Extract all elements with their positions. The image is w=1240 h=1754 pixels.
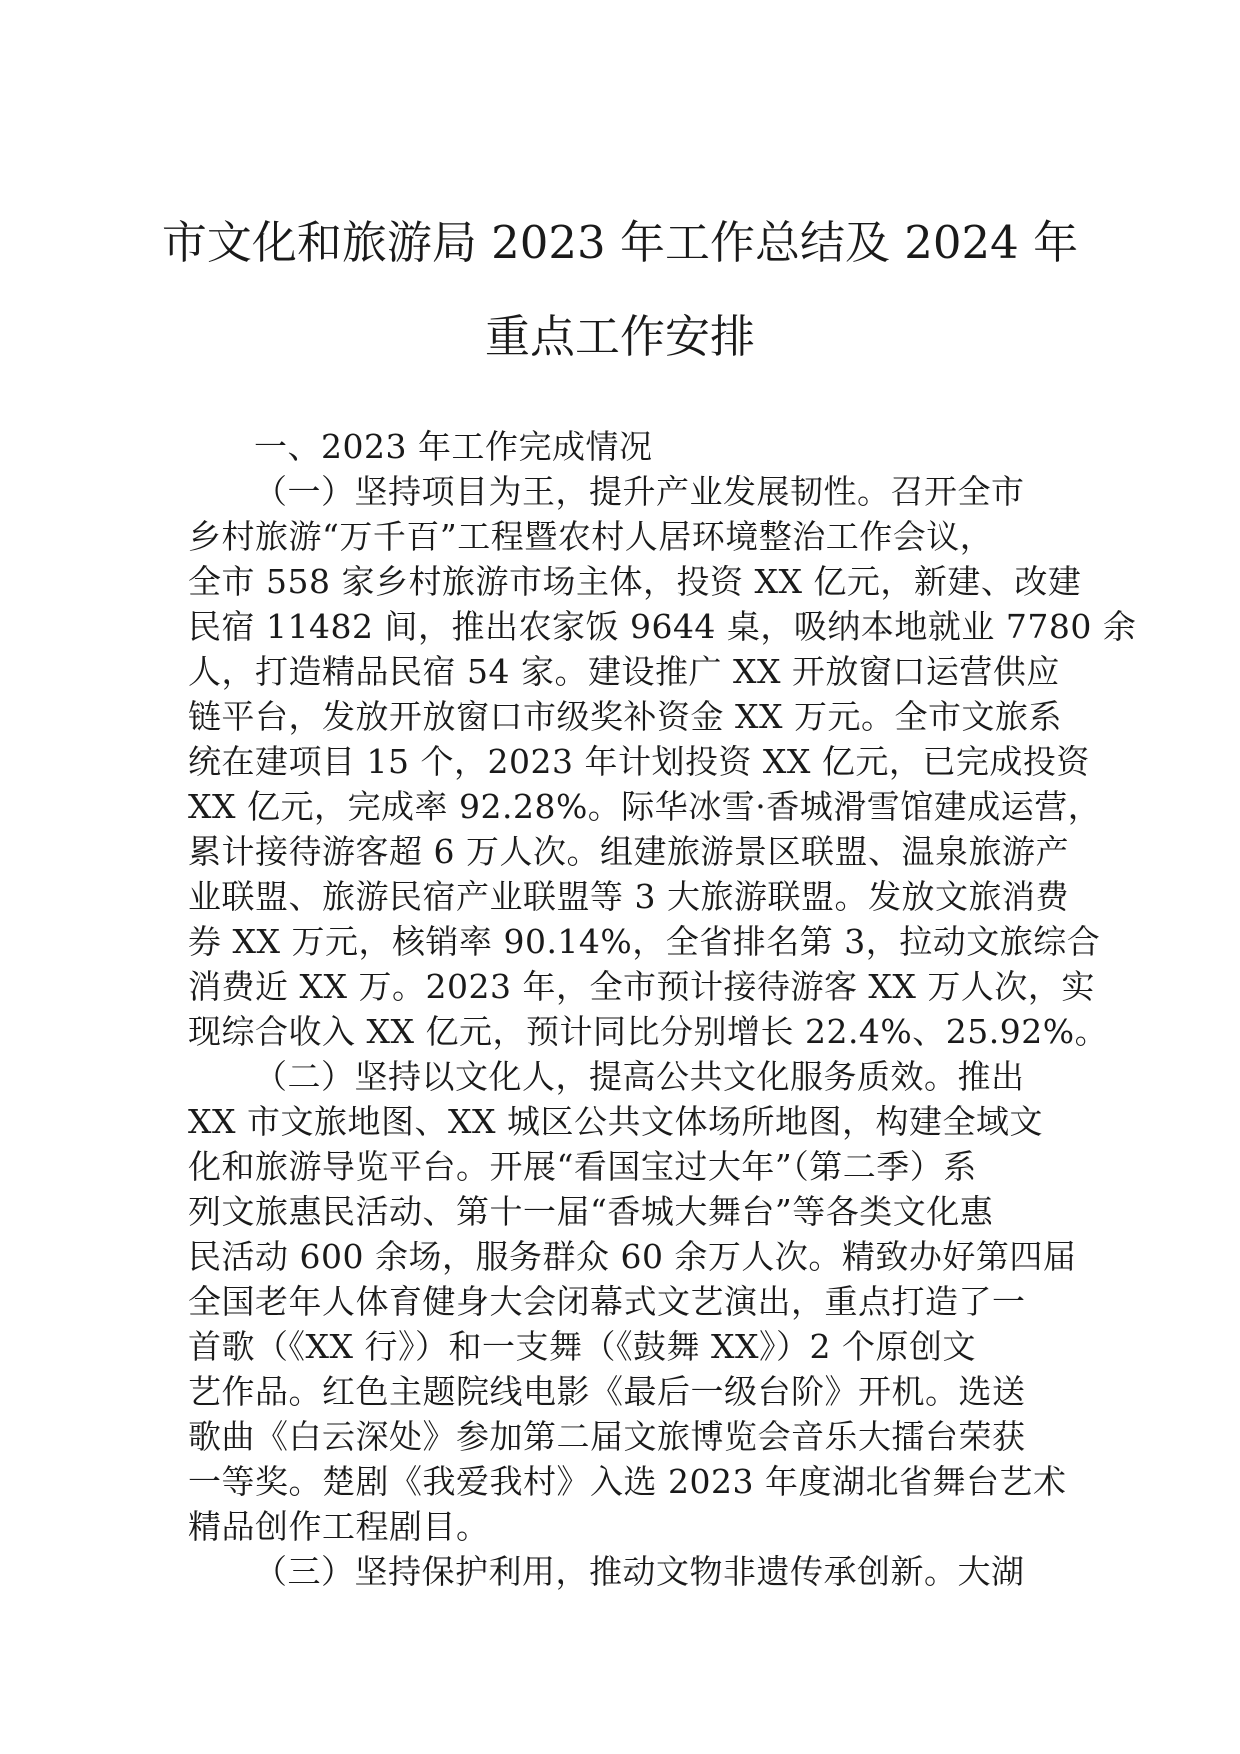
paragraph-line: 业联盟、旅游民宿产业联盟等 3 大旅游联盟。发放文旅消费	[188, 877, 1069, 916]
paragraph-line: 链平台，发放开放窗口市级奖补资金 XX 万元。全市文旅系	[188, 697, 1062, 736]
paragraph-line: 统在建项目 15 个，2023 年计划投资 XX 亿元，已完成投资	[188, 742, 1090, 781]
paragraph-line: 化和旅游导览平台。开展“看国宝过大年”（第二季）系	[188, 1147, 977, 1186]
title-line-2: 重点工作安排	[484, 310, 755, 363]
title-line-1: 市文化和旅游局 2023 年工作总结及 2024 年	[161, 216, 1079, 269]
paragraph-line: 消费近 XX 万。2023 年，全市预计接待游客 XX 万人次，实	[188, 967, 1095, 1006]
paragraph-line: 现综合收入 XX 亿元，预计同比分别增长 22.4%、25.92%。	[188, 1012, 1109, 1051]
paragraph-line: （一）坚持项目为王，提升产业发展韧性。召开全市	[254, 472, 1025, 511]
paragraph-line: 券 XX 万元，核销率 90.14%，全省排名第 3，拉动文旅综合	[188, 922, 1101, 961]
paragraph-line: 民宿 11482 间，推出农家饭 9644 桌，吸纳本地就业 7780 余	[188, 607, 1137, 646]
paragraph-line: 民活动 600 余场，服务群众 60 余万人次。精致办好第四届	[188, 1237, 1077, 1276]
paragraph-line: XX 亿元，完成率 92.28%。际华冰雪·香城滑雪馆建成运营，	[188, 787, 1102, 826]
document-title	[150, 196, 1090, 384]
paragraph-line: 列文旅惠民活动、第十一届“香城大舞台”等各类文化惠	[188, 1192, 994, 1231]
paragraph-line: 累计接待游客超 6 万人次。组建旅游景区联盟、温泉旅游产	[188, 832, 1069, 871]
paragraph-line: 全市 558 家乡村旅游市场主体，投资 XX 亿元，新建、改建	[188, 562, 1082, 601]
section-heading: 一、2023 年工作完成情况	[254, 427, 653, 466]
paragraph-line: （三）坚持保护利用，推动文物非遗传承创新。大湖	[254, 1552, 1025, 1591]
document-body	[188, 424, 1137, 1594]
paragraph-line: 人，打造精品民宿 54 家。建设推广 XX 开放窗口运营供应	[188, 652, 1060, 691]
paragraph-line: 全国老年人体育健身大会闭幕式文艺演出，重点打造了一	[188, 1282, 1026, 1321]
paragraph-line: 精品创作工程剧目。	[188, 1507, 490, 1546]
paragraph-line: 乡村旅游“万千百”工程暨农村人居环境整治工作会议，	[188, 517, 994, 556]
paragraph-line: XX 市文旅地图、XX 城区公共文体场所地图，构建全域文	[188, 1102, 1043, 1141]
paragraph-line: 首歌（《XX 行》）和一支舞（《鼓舞 XX》）2 个原创文	[188, 1327, 976, 1366]
paragraph-line: 艺作品。红色主题院线电影《最后一级台阶》开机。选送	[188, 1372, 1026, 1411]
paragraph-line: 歌曲《白云深处》参加第二届文旅博览会音乐大擂台荣获	[188, 1417, 1026, 1456]
paragraph-line: （二）坚持以文化人，提高公共文化服务质效。推出	[254, 1057, 1025, 1096]
paragraph-line: 一等奖。楚剧《我爱我村》入选 2023 年度湖北省舞台艺术	[188, 1462, 1067, 1501]
